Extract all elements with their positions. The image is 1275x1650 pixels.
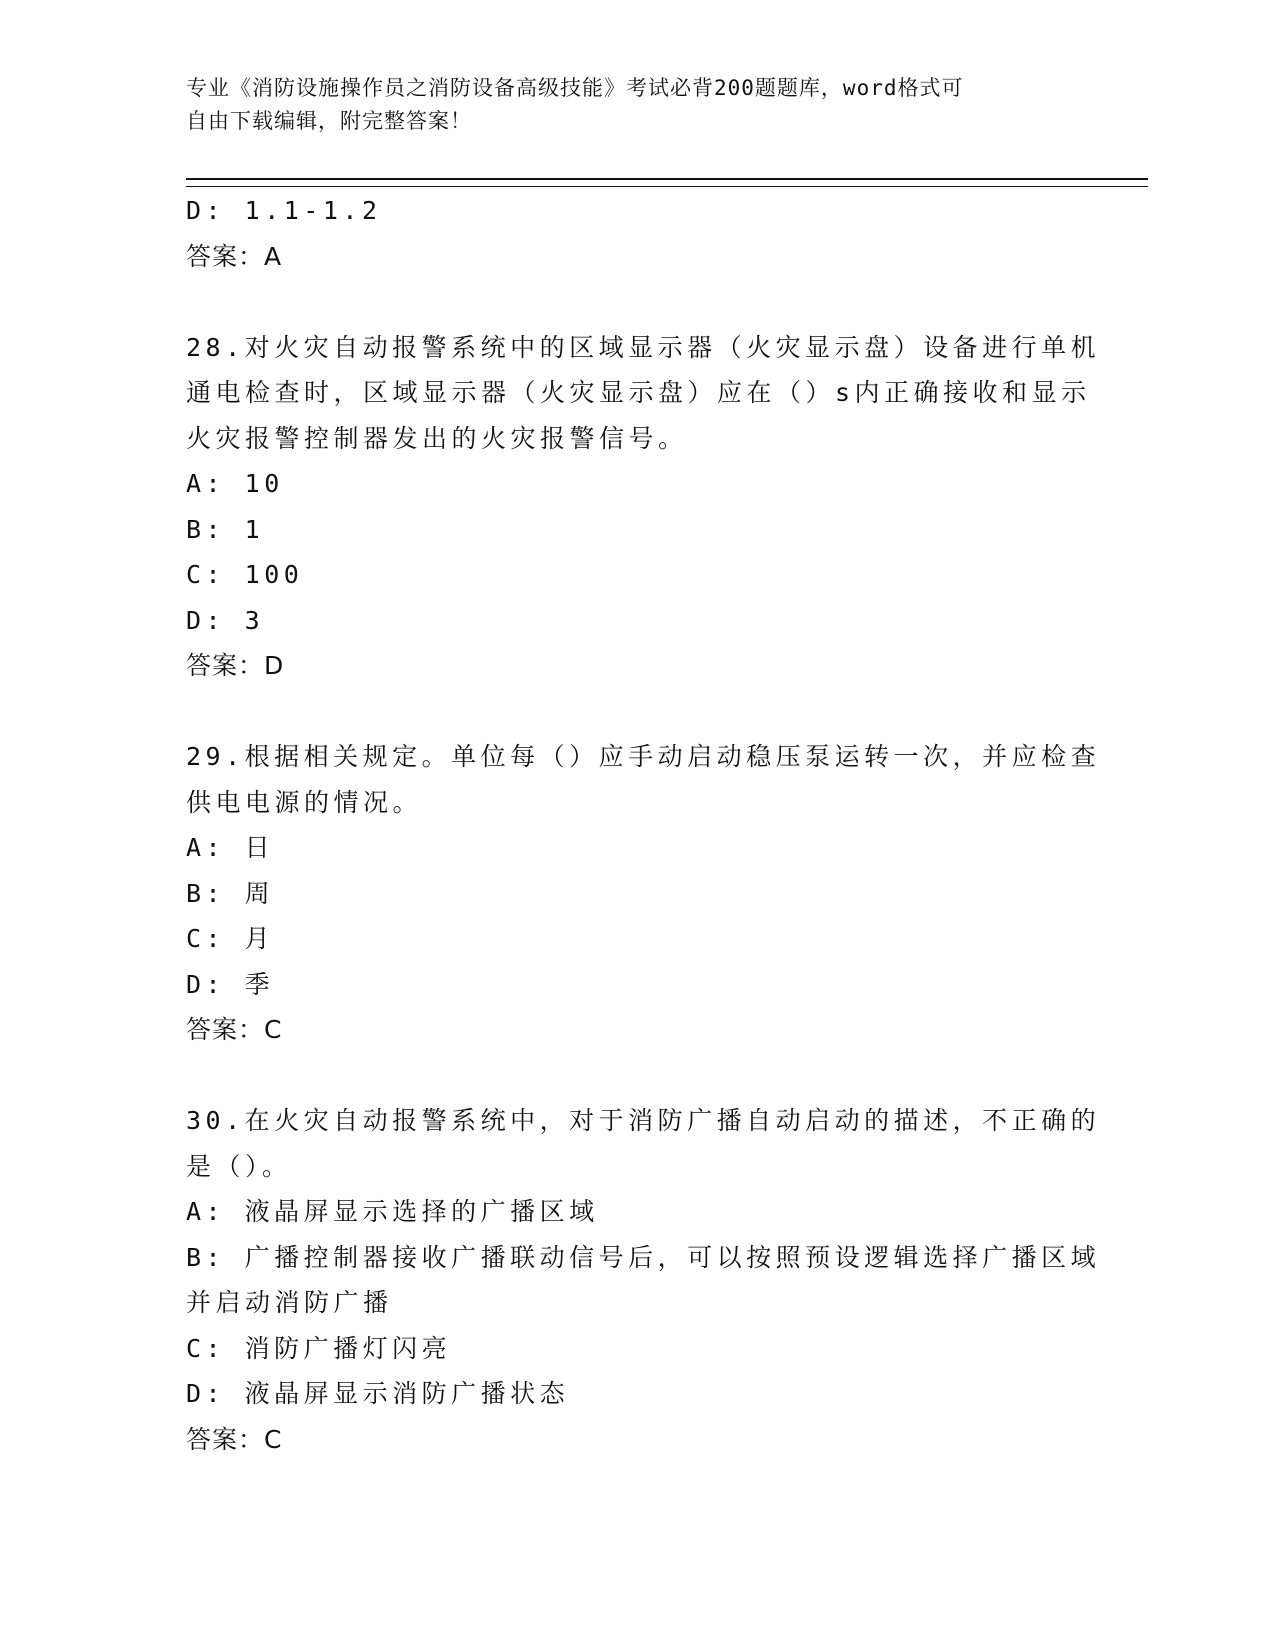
spacer: [186, 279, 1066, 325]
header-line-1: 专业《消防设施操作员之消防设备高级技能》考试必背200题题库，word格式可: [186, 76, 964, 100]
question-text-line: 30.在火灾自动报警系统中，对于消防广播自动启动的描述，不正确的: [186, 1106, 1101, 1135]
question-text-line: 供电电源的情况。: [186, 787, 423, 817]
option-a: A: 10: [186, 469, 284, 498]
question-text-line: 通电检查时，区域显示器（火灾显示盘）应在（）s内正确接收和显示: [186, 378, 1091, 407]
header-divider: [186, 178, 1148, 187]
option-b: B: 周: [186, 878, 275, 908]
header-line-2: 自由下载编辑，附完整答案！: [186, 109, 472, 133]
question-text-line: 28.对火灾自动报警系统中的区域显示器（火灾显示盘）设备进行单机: [186, 332, 1101, 362]
prev-option-d: D: 1.1-1.2: [186, 196, 382, 225]
option-d: D: 季: [186, 969, 275, 999]
question-text-line: 火灾报警控制器发出的火灾报警信号。: [186, 423, 688, 453]
question-text-line: 是（）。: [186, 1151, 292, 1181]
question-29: [186, 734, 1101, 1053]
option-a: A: 液晶屏显示选择的广播区域: [186, 1197, 599, 1226]
document-body: [186, 188, 1101, 1462]
option-d: D: 3: [186, 605, 265, 635]
option-b-continued: 并启动消防广播: [186, 1288, 393, 1317]
question-28: [186, 325, 1101, 689]
answer: 答案：C: [186, 1015, 283, 1044]
option-c: C: 消防广播灯闪亮: [186, 1333, 452, 1363]
option-d: D: 液晶屏显示消防广播状态: [186, 1379, 570, 1408]
spacer: [186, 689, 1066, 735]
question-30: [186, 1098, 1101, 1462]
option-a: A: 日: [186, 833, 275, 862]
prev-answer: 答案：A: [186, 241, 283, 271]
option-b: B: 1: [186, 514, 265, 544]
answer: 答案：D: [186, 651, 285, 680]
question-text-line: 29.根据相关规定。单位每（）应手动启动稳压泵运转一次，并应检查: [186, 742, 1101, 771]
option-c: C: 100: [186, 560, 304, 589]
option-c: C: 月: [186, 924, 275, 953]
spacer: [186, 1053, 1066, 1099]
answer: 答案：C: [186, 1424, 283, 1454]
option-b: B: 广播控制器接收广播联动信号后，可以按照预设逻辑选择广播区域: [186, 1242, 1101, 1272]
page-header: [186, 72, 1066, 138]
